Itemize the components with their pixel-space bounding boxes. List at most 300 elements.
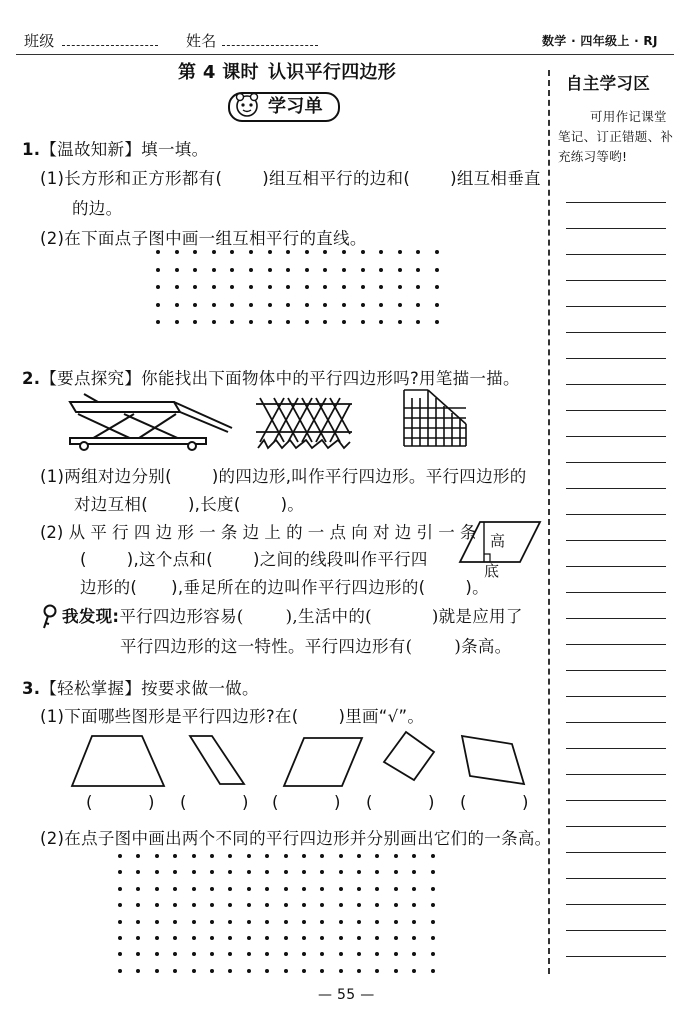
- page-number: — 55 —: [318, 987, 375, 1003]
- dot-grid-parallel-lines[interactable]: [156, 250, 454, 338]
- q3-part1-line: [40, 706, 424, 728]
- grid-dot: [302, 952, 306, 956]
- grid-dot: [192, 854, 196, 858]
- q2-part1-line1: [40, 466, 527, 488]
- grid-dot: [192, 952, 196, 956]
- grid-dot: [173, 870, 177, 874]
- grid-dot: [375, 969, 379, 973]
- lesson-title: 认识平行四边形: [268, 62, 397, 83]
- grid-dot: [286, 320, 290, 324]
- grid-dot: [302, 969, 306, 973]
- question-1-number: 1.: [22, 140, 41, 159]
- shape-parallelogram-wide: [284, 738, 362, 786]
- grid-dot: [249, 320, 253, 324]
- grid-dot: [339, 903, 343, 907]
- note-line[interactable]: [566, 956, 666, 957]
- grid-dot: [302, 887, 306, 891]
- grid-dot: [412, 854, 416, 858]
- grid-dot: [431, 854, 435, 858]
- grid-dot: [394, 870, 398, 874]
- grid-dot: [379, 320, 383, 324]
- grid-dot: [394, 854, 398, 858]
- grid-dot: [136, 870, 140, 874]
- grid-dot: [305, 250, 309, 254]
- grid-dot: [175, 285, 179, 289]
- grid-dot: [398, 285, 402, 289]
- grid-dot: [357, 854, 361, 858]
- q2-part2-text-d: )之间的线段叫作平行四: [252, 550, 428, 569]
- figure-height-label: 高: [490, 532, 506, 550]
- grid-dot: [416, 250, 420, 254]
- grid-dot: [357, 920, 361, 924]
- q1-part2-text: (2)在下面点子图中画一组互相平行的直线。: [40, 229, 367, 248]
- grid-dot: [379, 285, 383, 289]
- grid-dot: [265, 870, 269, 874]
- grid-dot: [323, 285, 327, 289]
- question-2-tag: 【要点探究】: [40, 369, 142, 388]
- note-line[interactable]: [566, 358, 666, 359]
- grid-dot: [118, 903, 122, 907]
- grid-dot: [175, 250, 179, 254]
- answer-paren-close[interactable]: ): [522, 793, 529, 812]
- grid-dot: [249, 250, 253, 254]
- grid-dot: [320, 887, 324, 891]
- sidebar-note-line-1: 可用作记课堂: [590, 109, 667, 124]
- grid-dot: [361, 268, 365, 272]
- note-line[interactable]: [566, 878, 666, 879]
- note-line[interactable]: [566, 826, 666, 827]
- grid-dot: [339, 920, 343, 924]
- grid-dot: [416, 285, 420, 289]
- note-line[interactable]: [566, 254, 666, 255]
- grid-dot: [136, 952, 140, 956]
- note-line[interactable]: [566, 228, 666, 229]
- grid-dot: [394, 969, 398, 973]
- grid-dot: [228, 854, 232, 858]
- name-label: 姓名: [186, 32, 217, 50]
- grid-dot: [431, 969, 435, 973]
- grid-dot: [265, 920, 269, 924]
- answer-paren-open[interactable]: (: [86, 793, 93, 812]
- grid-dot: [118, 870, 122, 874]
- grid-dot: [394, 903, 398, 907]
- grid-dot: [339, 870, 343, 874]
- grid-dot: [416, 303, 420, 307]
- grid-dot: [173, 936, 177, 940]
- q2-part2-text-e: 边形的(: [80, 578, 138, 597]
- grid-dot: [320, 936, 324, 940]
- header-divider: [16, 54, 674, 55]
- shapes-row: [68, 730, 528, 790]
- note-line[interactable]: [566, 592, 666, 593]
- grid-dot: [265, 903, 269, 907]
- grid-dot: [228, 903, 232, 907]
- grid-dot: [431, 887, 435, 891]
- grid-dot: [398, 268, 402, 272]
- note-line[interactable]: [566, 488, 666, 489]
- grid-dot: [268, 268, 272, 272]
- grid-dot: [247, 969, 251, 973]
- grid-dot: [302, 870, 306, 874]
- q2-part1-text-a: (1)两组对边分别(: [40, 467, 172, 486]
- grid-dot: [357, 969, 361, 973]
- grid-dot: [320, 854, 324, 858]
- q3-part1-text-b: )里画“√”。: [338, 707, 425, 726]
- note-line[interactable]: [566, 670, 666, 671]
- sidebar-note-line-2: 笔记、订正错题、补: [558, 129, 674, 144]
- grid-dot: [193, 250, 197, 254]
- grid-dot: [342, 285, 346, 289]
- question-1-header: [22, 139, 208, 161]
- grid-dot: [156, 320, 160, 324]
- grid-dot: [394, 936, 398, 940]
- grid-dot: [155, 936, 159, 940]
- grid-dot: [136, 920, 140, 924]
- grid-dot: [375, 936, 379, 940]
- grid-dot: [156, 250, 160, 254]
- grid-dot: [136, 887, 140, 891]
- grid-dot: [431, 952, 435, 956]
- grid-dot: [302, 903, 306, 907]
- note-line[interactable]: [566, 280, 666, 281]
- grid-dot: [431, 903, 435, 907]
- grid-dot: [320, 969, 324, 973]
- grid-dot: [435, 303, 439, 307]
- grid-dot: [416, 268, 420, 272]
- grid-dot: [435, 285, 439, 289]
- grid-dot: [228, 920, 232, 924]
- grid-dot: [173, 969, 177, 973]
- badge-label: 学习单: [268, 96, 323, 117]
- question-3-number: 3.: [22, 679, 41, 698]
- grid-dot: [265, 969, 269, 973]
- grid-dot: [284, 887, 288, 891]
- note-line[interactable]: [566, 852, 666, 853]
- grid-dot: [230, 250, 234, 254]
- grid-dot: [268, 285, 272, 289]
- grid-dot: [412, 887, 416, 891]
- grid-dot: [175, 303, 179, 307]
- grid-dot: [435, 268, 439, 272]
- grid-dot: [357, 887, 361, 891]
- grid-dot: [357, 936, 361, 940]
- question-2-instruction: 你能找出下面物体中的平行四边形吗?用笔描一描。: [141, 369, 520, 388]
- grid-dot: [320, 903, 324, 907]
- grid-dot: [394, 887, 398, 891]
- figure-base-label: 底: [484, 562, 500, 580]
- study-sheet-badge: [228, 92, 340, 122]
- grid-dot: [212, 285, 216, 289]
- q1-part1-text-b: )组互相平行的边和(: [262, 169, 411, 188]
- grid-dot: [394, 920, 398, 924]
- note-line[interactable]: [566, 514, 666, 515]
- shape-rotated-square: [384, 732, 434, 780]
- grid-dot: [342, 303, 346, 307]
- q2-part2-line3: [80, 577, 489, 599]
- grid-dot: [320, 952, 324, 956]
- grid-dot: [379, 250, 383, 254]
- grid-dot: [342, 250, 346, 254]
- grid-dot: [192, 870, 196, 874]
- grid-dot: [361, 250, 365, 254]
- q2-part1-text-c: 对边互相(: [74, 495, 148, 514]
- shape-parallelogram-tall: [190, 736, 244, 784]
- note-line[interactable]: [566, 618, 666, 619]
- note-line[interactable]: [566, 540, 666, 541]
- grid-dot: [416, 320, 420, 324]
- grid-dot: [412, 903, 416, 907]
- grid-dot: [212, 268, 216, 272]
- grid-dot: [305, 285, 309, 289]
- sidebar-note-line-3: 充练习等哟!: [558, 149, 628, 164]
- grid-dot: [357, 870, 361, 874]
- grid-dot: [230, 303, 234, 307]
- grid-dot: [375, 854, 379, 858]
- grid-dot: [305, 303, 309, 307]
- grid-dot: [357, 952, 361, 956]
- question-1-instruction: 填一填。: [141, 140, 209, 159]
- grid-dot: [230, 320, 234, 324]
- q3-part2-text: (2)在点子图中画出两个不同的平行四边形并分别画出它们的一条高。: [40, 829, 552, 848]
- grid-dot: [193, 285, 197, 289]
- grid-dot: [156, 303, 160, 307]
- grid-dot: [339, 854, 343, 858]
- grid-dot: [228, 952, 232, 956]
- q3-part1-text-a: (1)下面哪些图形是平行四边形?在(: [40, 707, 299, 726]
- grid-dot: [361, 320, 365, 324]
- note-line[interactable]: [566, 644, 666, 645]
- grid-dot: [192, 936, 196, 940]
- grid-dot: [155, 887, 159, 891]
- grid-dot: [361, 303, 365, 307]
- grid-dot: [118, 936, 122, 940]
- grid-dot: [375, 870, 379, 874]
- grid-dot: [118, 887, 122, 891]
- q2-part2-text-g: )。: [465, 578, 489, 597]
- note-line[interactable]: [566, 410, 666, 411]
- note-line[interactable]: [566, 696, 666, 697]
- grid-dot: [412, 969, 416, 973]
- discovery-text-d: 平行四边形的这一特性。平行四边形有(: [120, 637, 413, 656]
- grid-dot: [155, 903, 159, 907]
- grid-dot: [339, 952, 343, 956]
- grid-dot: [210, 870, 214, 874]
- grid-dot: [210, 952, 214, 956]
- grid-dot: [357, 903, 361, 907]
- grid-dot: [136, 903, 140, 907]
- grid-dot: [212, 320, 216, 324]
- shape-irregular-quadrilateral: [462, 736, 524, 784]
- grid-dot: [412, 936, 416, 940]
- grid-dot: [412, 920, 416, 924]
- grid-dot: [286, 250, 290, 254]
- grid-dot: [268, 320, 272, 324]
- grid-dot: [394, 952, 398, 956]
- note-line[interactable]: [566, 722, 666, 723]
- note-line[interactable]: [566, 306, 666, 307]
- grid-dot: [247, 870, 251, 874]
- grid-dot: [265, 936, 269, 940]
- grid-dot: [342, 268, 346, 272]
- discovery-line2: [120, 636, 511, 658]
- q1-part1-line1: [40, 168, 541, 190]
- q2-part1-text-d: ),长度(: [187, 495, 241, 514]
- grid-dot: [342, 320, 346, 324]
- grid-dot: [379, 303, 383, 307]
- grid-dot: [193, 320, 197, 324]
- grid-dot: [192, 920, 196, 924]
- grid-dot: [320, 870, 324, 874]
- grid-dot: [249, 268, 253, 272]
- discovery-text-e: )条高。: [454, 637, 512, 656]
- grid-dot: [286, 303, 290, 307]
- note-line[interactable]: [566, 904, 666, 905]
- q2-part1-text-e: )。: [280, 495, 305, 514]
- note-line[interactable]: [566, 930, 666, 931]
- grid-dot: [156, 285, 160, 289]
- grid-dot: [302, 920, 306, 924]
- grid-dot: [212, 303, 216, 307]
- q2-part2-text-c: ),这个点和(: [126, 550, 213, 569]
- grid-dot: [265, 887, 269, 891]
- question-3-tag: 【轻松掌握】: [40, 679, 142, 698]
- note-line[interactable]: [566, 462, 666, 463]
- grid-dot: [136, 854, 140, 858]
- grid-dot: [435, 320, 439, 324]
- sidebar-title: 自主学习区: [566, 74, 650, 93]
- grid-dot: [284, 952, 288, 956]
- grid-dot: [249, 303, 253, 307]
- note-line[interactable]: [566, 384, 666, 385]
- note-line[interactable]: [566, 202, 666, 203]
- page-header: [16, 26, 676, 56]
- note-line[interactable]: [566, 774, 666, 775]
- grid-dot: [118, 952, 122, 956]
- name-field[interactable]: [222, 32, 318, 46]
- q1-part1-text-d: 的边。: [72, 199, 123, 218]
- answer-paren-close[interactable]: ): [242, 793, 249, 812]
- q2-part2-text-b: (: [80, 550, 87, 569]
- note-line[interactable]: [566, 800, 666, 801]
- question-2-number: 2.: [22, 369, 41, 388]
- lattice-fence-illustration[interactable]: [254, 394, 354, 450]
- lesson-number: 第 4 课时: [178, 62, 259, 83]
- class-field[interactable]: [62, 32, 158, 46]
- grid-dot: [247, 920, 251, 924]
- question-3-header: [22, 678, 259, 700]
- grid-dot: [155, 920, 159, 924]
- question-1-tag: 【温故知新】: [40, 140, 142, 159]
- grid-dot: [305, 268, 309, 272]
- grid-dot: [268, 303, 272, 307]
- grid-dot: [173, 920, 177, 924]
- q1-part1-text-c: )组互相垂直: [450, 169, 541, 188]
- grid-dot: [323, 303, 327, 307]
- grid-dot: [398, 303, 402, 307]
- grid-dot: [210, 969, 214, 973]
- grid-dot: [302, 854, 306, 858]
- grid-dot: [155, 870, 159, 874]
- answer-paren-close[interactable]: ): [428, 793, 435, 812]
- grid-dot: [156, 268, 160, 272]
- answer-paren-open[interactable]: (: [180, 793, 187, 812]
- staircase-railing-illustration[interactable]: [402, 388, 468, 450]
- answer-paren-close[interactable]: ): [334, 793, 341, 812]
- grid-dot: [210, 887, 214, 891]
- grid-dot: [286, 285, 290, 289]
- grid-dot: [210, 903, 214, 907]
- discovery-text-b: ),生活中的(: [285, 607, 372, 626]
- note-line[interactable]: [566, 748, 666, 749]
- grid-dot: [305, 320, 309, 324]
- grid-dot: [435, 250, 439, 254]
- discovery-label: 我发现:: [62, 607, 120, 626]
- grid-dot: [284, 903, 288, 907]
- grid-dot: [173, 903, 177, 907]
- grid-dot: [155, 854, 159, 858]
- grid-dot: [284, 870, 288, 874]
- grid-dot: [230, 268, 234, 272]
- grid-dot: [265, 854, 269, 858]
- note-line[interactable]: [566, 436, 666, 437]
- grid-dot: [228, 936, 232, 940]
- grid-dot: [247, 887, 251, 891]
- note-line[interactable]: [566, 332, 666, 333]
- shape-trapezoid: [72, 736, 164, 786]
- q2-part1-line2: [74, 494, 304, 516]
- q2-part2-text-f: ),垂足所在的边叫作平行四边形的(: [171, 578, 426, 597]
- answer-paren-open[interactable]: (: [460, 793, 467, 812]
- grid-dot: [230, 285, 234, 289]
- tiger-mascot-icon: [232, 90, 262, 120]
- grid-dot: [268, 250, 272, 254]
- grid-dot: [320, 920, 324, 924]
- book-info: 数学 · 四年级上 · RJ: [542, 34, 658, 48]
- grid-dot: [379, 268, 383, 272]
- grid-dot: [228, 887, 232, 891]
- class-label: 班级: [24, 32, 55, 50]
- q1-part1-text-a: (1)长方形和正方形都有(: [40, 169, 223, 188]
- grid-dot: [247, 952, 251, 956]
- grid-dot: [136, 969, 140, 973]
- grid-dot: [210, 936, 214, 940]
- grid-dot: [375, 920, 379, 924]
- grid-dot: [173, 854, 177, 858]
- grid-dot: [210, 854, 214, 858]
- key-icon: [40, 604, 60, 630]
- answer-paren-open[interactable]: (: [366, 793, 373, 812]
- grid-dot: [175, 268, 179, 272]
- scissor-lift-illustration[interactable]: [64, 392, 234, 452]
- discovery-text-a: 平行四边形容易(: [119, 607, 244, 626]
- q2-part2-text-a: (2) 从 平 行 四 边 形 一 条 边 上 的 一 点 向 对 边 引 一 条: [40, 523, 477, 542]
- grid-dot: [431, 920, 435, 924]
- grid-dot: [173, 952, 177, 956]
- answer-paren-open[interactable]: (: [272, 793, 279, 812]
- discovery-text-c: )就是应用了: [431, 607, 523, 626]
- grid-dot: [284, 936, 288, 940]
- note-line[interactable]: [566, 566, 666, 567]
- grid-dot: [375, 903, 379, 907]
- grid-dot: [339, 969, 343, 973]
- dot-grid-draw-parallelograms[interactable]: [118, 854, 449, 985]
- grid-dot: [412, 870, 416, 874]
- grid-dot: [375, 887, 379, 891]
- answer-paren-close[interactable]: ): [148, 793, 155, 812]
- grid-dot: [193, 268, 197, 272]
- grid-dot: [175, 320, 179, 324]
- grid-dot: [286, 268, 290, 272]
